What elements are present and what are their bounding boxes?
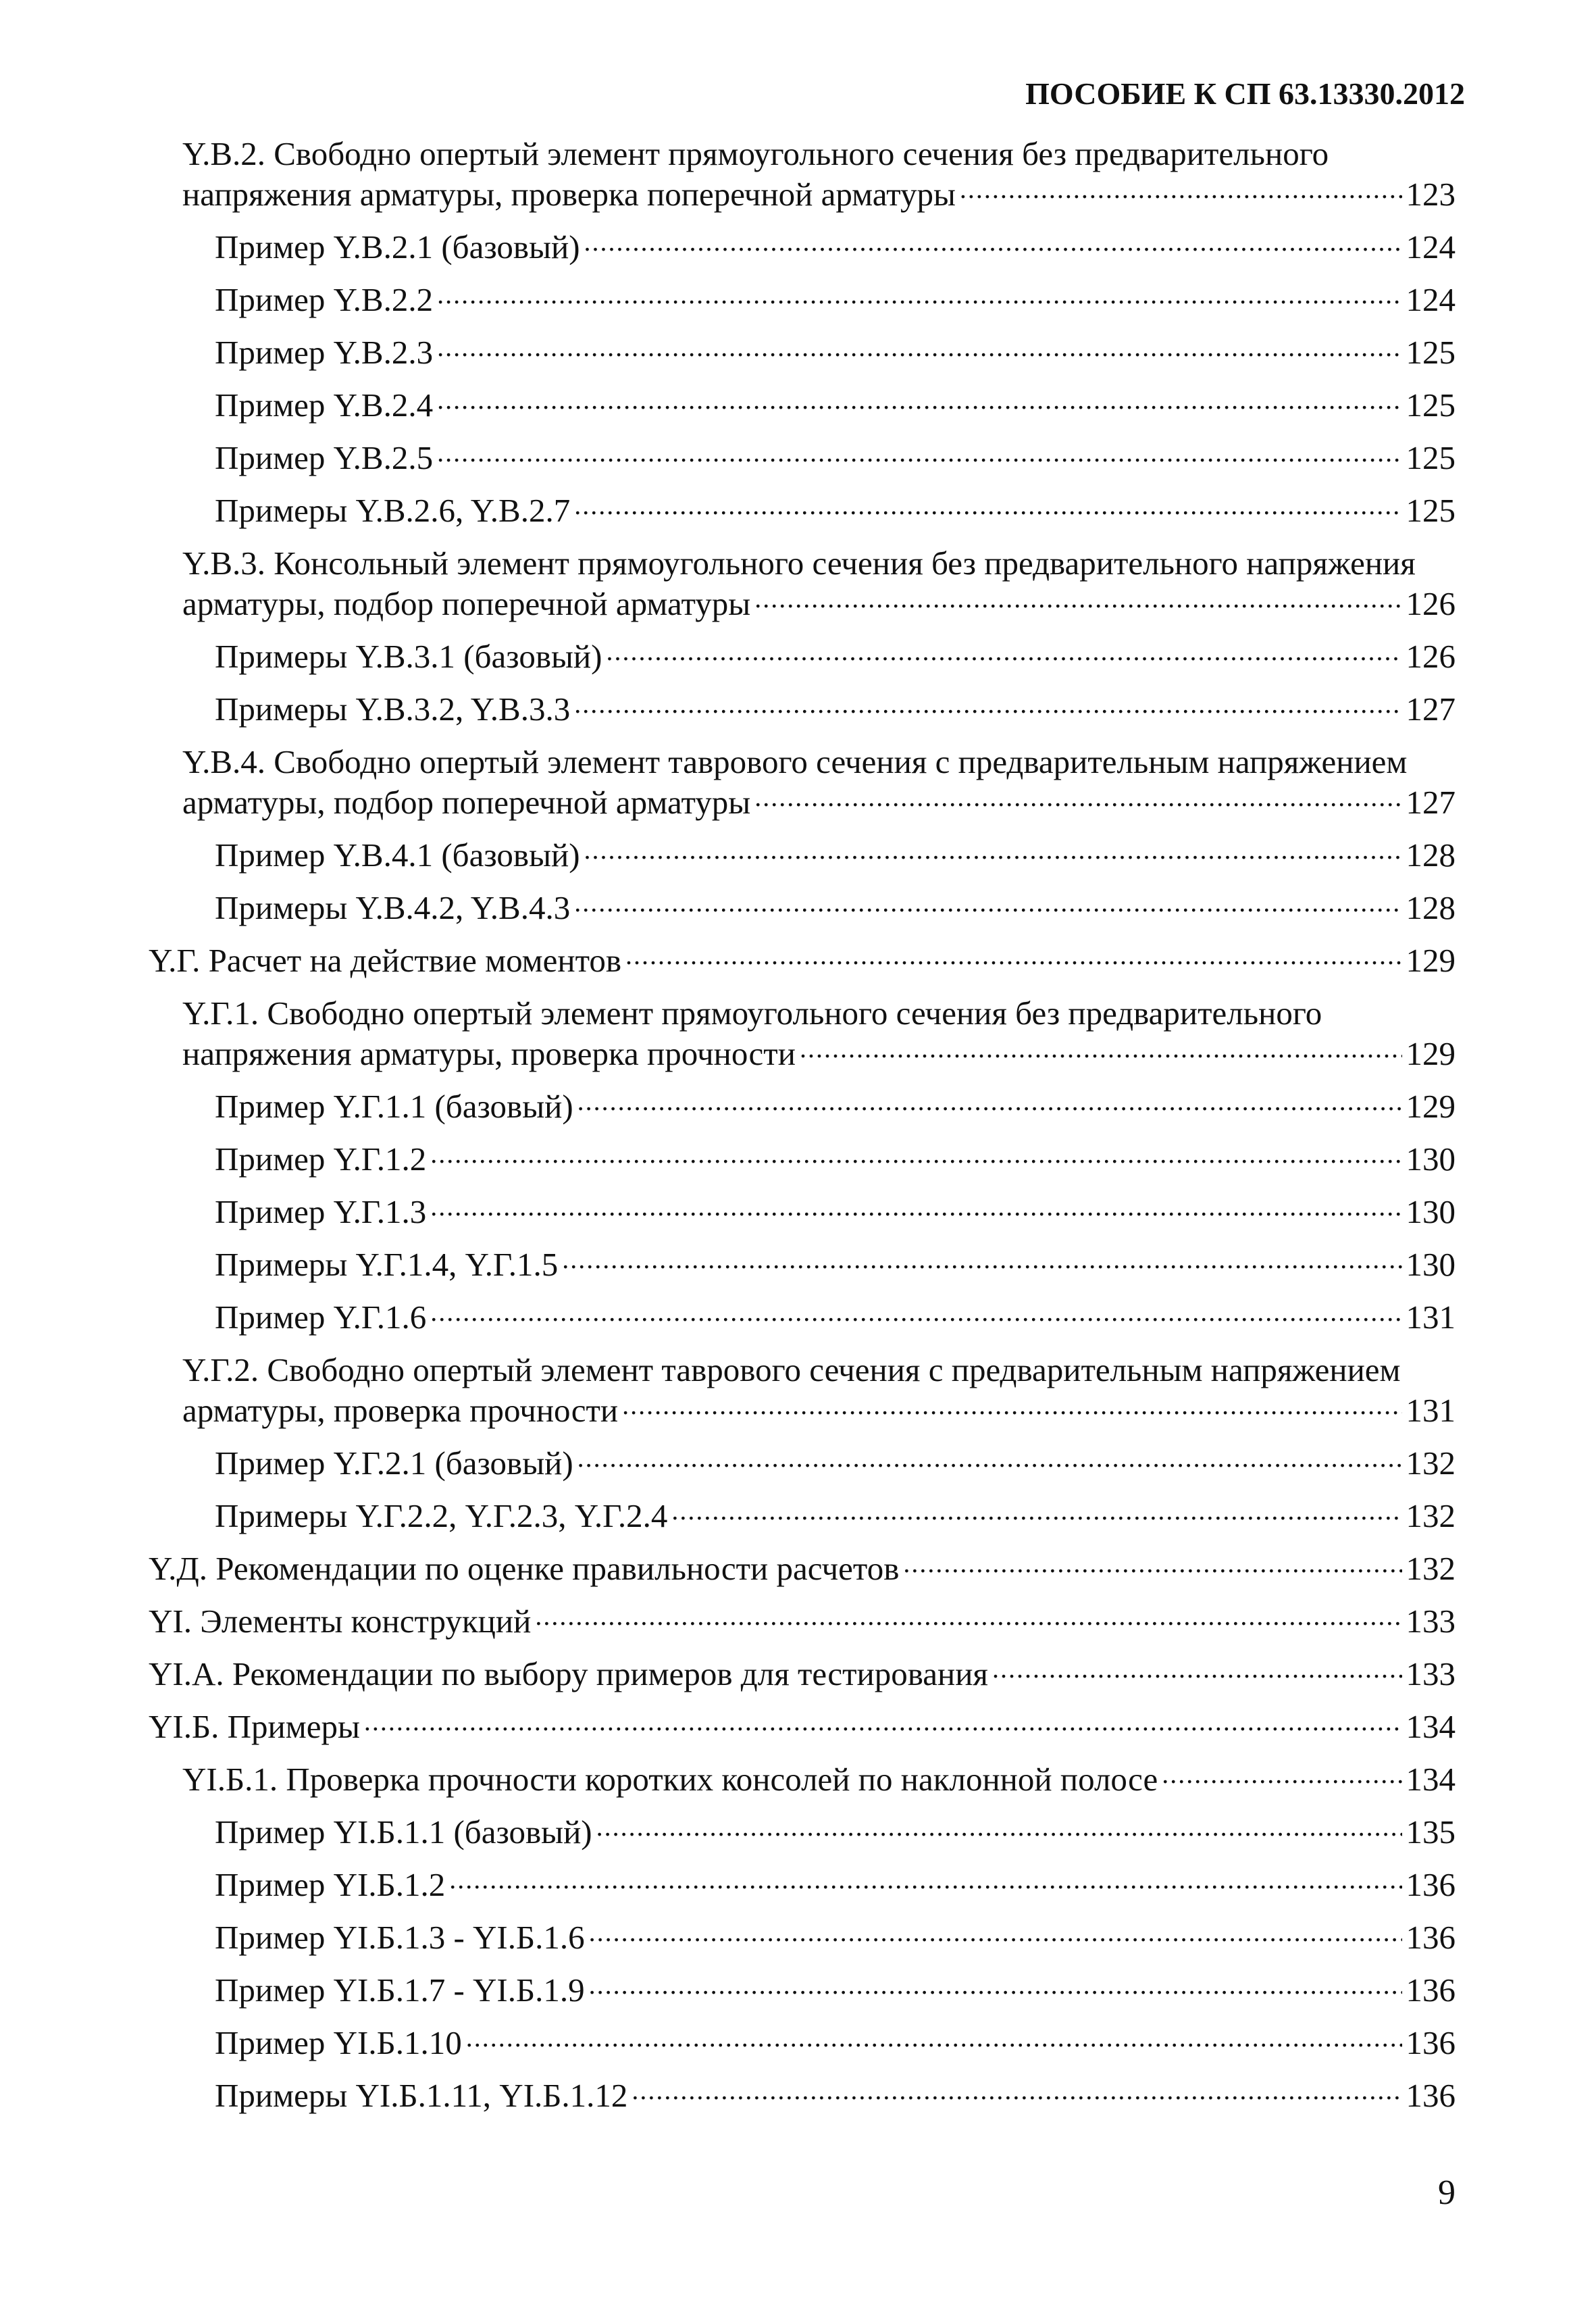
toc-entry-title: YI.A. Рекомендации по выбору примеров для тестирования — [149, 1655, 988, 1692]
toc-entry[interactable] — [0, 1601, 1596, 1642]
toc-entry-page: 136 — [1406, 1866, 1456, 1903]
toc-entry[interactable] — [0, 1970, 1596, 2011]
dot-leader — [466, 2027, 1402, 2054]
toc-entry[interactable] — [0, 385, 1596, 426]
dot-leader — [903, 1553, 1401, 1580]
dot-leader — [992, 1658, 1402, 1685]
toc-entry-title: YI. Элементы конструкций — [149, 1603, 532, 1640]
toc-entry-title: Примеры Y.B.4.2, Y.B.4.3 — [215, 889, 571, 926]
toc-entry-title: Примеры YI.Б.1.11, YI.Б.1.12 — [215, 2077, 628, 2114]
toc-entry-page: 128 — [1406, 836, 1456, 874]
toc-entry[interactable] — [0, 438, 1596, 478]
toc-entry-title: арматуры, проверка прочности — [182, 1392, 619, 1429]
toc-entry[interactable] — [0, 888, 1596, 928]
toc-entry-page: 136 — [1406, 2077, 1456, 2114]
toc-entry[interactable] — [0, 491, 1596, 531]
dot-leader — [577, 1447, 1402, 1474]
toc-entry-page: 129 — [1406, 1088, 1456, 1125]
toc-entry-page: 132 — [1406, 1550, 1456, 1587]
toc-entry-title: Пример Y.B.2.5 — [215, 439, 434, 476]
toc-entry-title: арматуры, подбор поперечной арматуры — [182, 784, 751, 821]
dot-leader — [584, 839, 1402, 866]
toc-entry-page: 136 — [1406, 1919, 1456, 1956]
toc-entry-page: 130 — [1406, 1193, 1456, 1230]
toc-entry-title: Пример YI.Б.1.7 - YI.Б.1.9 — [215, 1971, 585, 2009]
page-number: 9 — [1438, 2173, 1456, 2212]
toc-entry-page: 130 — [1406, 1246, 1456, 1283]
toc-entry-page: 133 — [1406, 1603, 1456, 1640]
toc-entry[interactable] — [0, 543, 1596, 624]
toc-entry-title: Пример Y.B.2.2 — [215, 281, 434, 318]
toc-entry-page: 131 — [1406, 1299, 1456, 1336]
toc-entry-title: Пример Y.B.2.4 — [215, 386, 434, 424]
table-of-contents — [0, 134, 1596, 2128]
toc-entry-title: Пример Y.Г.1.6 — [215, 1299, 427, 1336]
toc-entry-page: 125 — [1406, 386, 1456, 424]
toc-entry-title: YI.Б. Примеры — [149, 1708, 360, 1745]
toc-entry-title-line: Y.Г.2. Свободно опертый элемент таврового сечения с предварительным напряжением — [182, 1351, 1401, 1388]
toc-entry[interactable] — [0, 1086, 1596, 1127]
toc-entry-page: 127 — [1406, 690, 1456, 728]
dot-leader — [606, 640, 1401, 668]
dot-leader — [574, 495, 1401, 522]
dot-leader — [632, 2080, 1401, 2107]
toc-entry[interactable] — [0, 2076, 1596, 2116]
running-header: ПОСОБИЕ К СП 63.13330.2012 — [1025, 76, 1465, 111]
dot-leader — [574, 892, 1401, 919]
toc-entry-page: 125 — [1406, 439, 1456, 476]
toc-entry-title-line: Y.B.4. Свободно опертый элемент таврового сечения с предварительным напряжением — [182, 743, 1408, 780]
toc-entry[interactable] — [0, 993, 1596, 1074]
toc-entry[interactable] — [0, 1654, 1596, 1694]
toc-entry[interactable] — [0, 742, 1596, 823]
toc-entry[interactable] — [0, 1865, 1596, 1905]
dot-leader — [535, 1605, 1401, 1632]
toc-entry-page: 134 — [1406, 1761, 1456, 1798]
dot-leader — [430, 1301, 1401, 1328]
toc-entry-title: Примеры Y.B.3.1 (базовый) — [215, 638, 602, 675]
toc-entry-title: Пример YI.Б.1.10 — [215, 2024, 462, 2061]
dot-leader — [960, 178, 1402, 205]
dot-leader — [754, 786, 1401, 813]
toc-entry[interactable] — [0, 1759, 1596, 1800]
toc-entry-title: Пример Y.Г.2.1 (базовый) — [215, 1444, 573, 1482]
dot-leader — [437, 389, 1401, 416]
toc-entry-title: Пример Y.B.4.1 (базовый) — [215, 836, 580, 874]
toc-entry[interactable] — [0, 1350, 1596, 1431]
dot-leader — [589, 1974, 1402, 2001]
toc-entry-page: 126 — [1406, 585, 1456, 622]
toc-entry-page: 132 — [1406, 1444, 1456, 1482]
toc-entry-title-line: Y.B.3. Консольный элемент прямоугольного сечения без предварительного напряжения — [182, 545, 1416, 582]
dot-leader — [437, 336, 1401, 363]
toc-entry[interactable] — [0, 1139, 1596, 1180]
toc-entry-page: 131 — [1406, 1392, 1456, 1429]
toc-entry-title: Примеры Y.B.2.6, Y.B.2.7 — [215, 492, 571, 529]
toc-entry[interactable] — [0, 636, 1596, 677]
toc-entry-page: 124 — [1406, 228, 1456, 266]
toc-entry-title: Примеры Y.Г.1.4, Y.Г.1.5 — [215, 1246, 559, 1283]
toc-entry-page: 129 — [1406, 942, 1456, 979]
toc-entry-page: 128 — [1406, 889, 1456, 926]
toc-entry-page: 125 — [1406, 334, 1456, 371]
dot-leader — [589, 1921, 1402, 1948]
toc-entry-page: 134 — [1406, 1708, 1456, 1745]
toc-entry-title: Пример YI.Б.1.1 (базовый) — [215, 1813, 592, 1851]
toc-entry-page: 132 — [1406, 1497, 1456, 1534]
toc-entry[interactable] — [0, 940, 1596, 981]
toc-entry[interactable] — [0, 1549, 1596, 1589]
dot-leader — [1162, 1763, 1401, 1790]
dot-leader — [577, 1090, 1402, 1117]
dot-leader — [437, 284, 1401, 311]
dot-leader — [584, 231, 1402, 258]
toc-entry-title: напряжения арматуры, проверка поперечной арматуры — [182, 176, 956, 213]
toc-entry-title: Примеры Y.Г.2.2, Y.Г.2.3, Y.Г.2.4 — [215, 1497, 668, 1534]
toc-entry[interactable] — [0, 134, 1596, 215]
dot-leader — [754, 588, 1401, 615]
dot-leader — [800, 1038, 1402, 1065]
toc-entry-title: Пример Y.B.2.1 (базовый) — [215, 228, 580, 266]
dot-leader — [449, 1869, 1401, 1896]
toc-entry[interactable] — [0, 835, 1596, 876]
dot-leader — [430, 1196, 1401, 1223]
toc-entry[interactable] — [0, 1496, 1596, 1536]
toc-entry-page: 127 — [1406, 784, 1456, 821]
toc-entry-title: Y.Г. Расчет на действие моментов — [149, 942, 622, 979]
toc-entry[interactable] — [0, 1297, 1596, 1338]
toc-entry[interactable] — [0, 1192, 1596, 1232]
toc-entry[interactable] — [0, 280, 1596, 320]
toc-entry[interactable] — [0, 1443, 1596, 1484]
toc-entry[interactable] — [0, 1707, 1596, 1747]
dot-leader — [430, 1143, 1401, 1170]
toc-entry[interactable] — [0, 227, 1596, 268]
toc-entry[interactable] — [0, 689, 1596, 730]
toc-entry-title: арматуры, подбор поперечной арматуры — [182, 585, 751, 622]
dot-leader — [625, 945, 1401, 972]
toc-entry[interactable] — [0, 1812, 1596, 1853]
toc-entry-page: 136 — [1406, 2024, 1456, 2061]
toc-entry-page: 135 — [1406, 1813, 1456, 1851]
toc-entry-page: 133 — [1406, 1655, 1456, 1692]
dot-leader — [622, 1394, 1401, 1422]
toc-entry-title: YI.Б.1. Проверка прочности коротких консолей по наклонной полосе — [182, 1761, 1158, 1798]
toc-entry[interactable] — [0, 1244, 1596, 1285]
toc-entry[interactable] — [0, 1917, 1596, 1958]
toc-entry-page: 126 — [1406, 638, 1456, 675]
toc-entry-title-line: Y.Г.1. Свободно опертый элемент прямоугольного сечения без предварительного — [182, 995, 1322, 1032]
toc-entry-page: 136 — [1406, 1971, 1456, 2009]
toc-entry-page: 123 — [1406, 176, 1456, 213]
toc-entry-title: Пример Y.Г.1.1 (базовый) — [215, 1088, 573, 1125]
dot-leader — [437, 442, 1401, 469]
toc-entry-page: 124 — [1406, 281, 1456, 318]
toc-entry-title: Пример YI.Б.1.2 — [215, 1866, 446, 1903]
toc-entry-title: напряжения арматуры, проверка прочности — [182, 1035, 796, 1072]
toc-entry-page: 129 — [1406, 1035, 1456, 1072]
toc-entry-title: Y.Д. Рекомендации по оценке правильности расчетов — [149, 1550, 900, 1587]
dot-leader — [364, 1711, 1402, 1738]
toc-entry-page: 130 — [1406, 1140, 1456, 1178]
toc-entry-title: Пример YI.Б.1.3 - YI.Б.1.6 — [215, 1919, 585, 1956]
toc-entry[interactable] — [0, 2023, 1596, 2063]
dot-leader — [562, 1249, 1401, 1276]
toc-entry-title: Пример Y.Г.1.2 — [215, 1140, 427, 1178]
dot-leader — [596, 1816, 1402, 1843]
toc-entry-title-line: Y.B.2. Свободно опертый элемент прямоугольного сечения без предварительного — [182, 135, 1329, 172]
dot-leader — [574, 693, 1401, 720]
dot-leader — [671, 1500, 1401, 1527]
toc-entry-page: 125 — [1406, 492, 1456, 529]
toc-entry-title: Пример Y.B.2.3 — [215, 334, 434, 371]
toc-entry-title: Примеры Y.B.3.2, Y.B.3.3 — [215, 690, 571, 728]
toc-entry-title: Пример Y.Г.1.3 — [215, 1193, 427, 1230]
toc-entry[interactable] — [0, 332, 1596, 373]
